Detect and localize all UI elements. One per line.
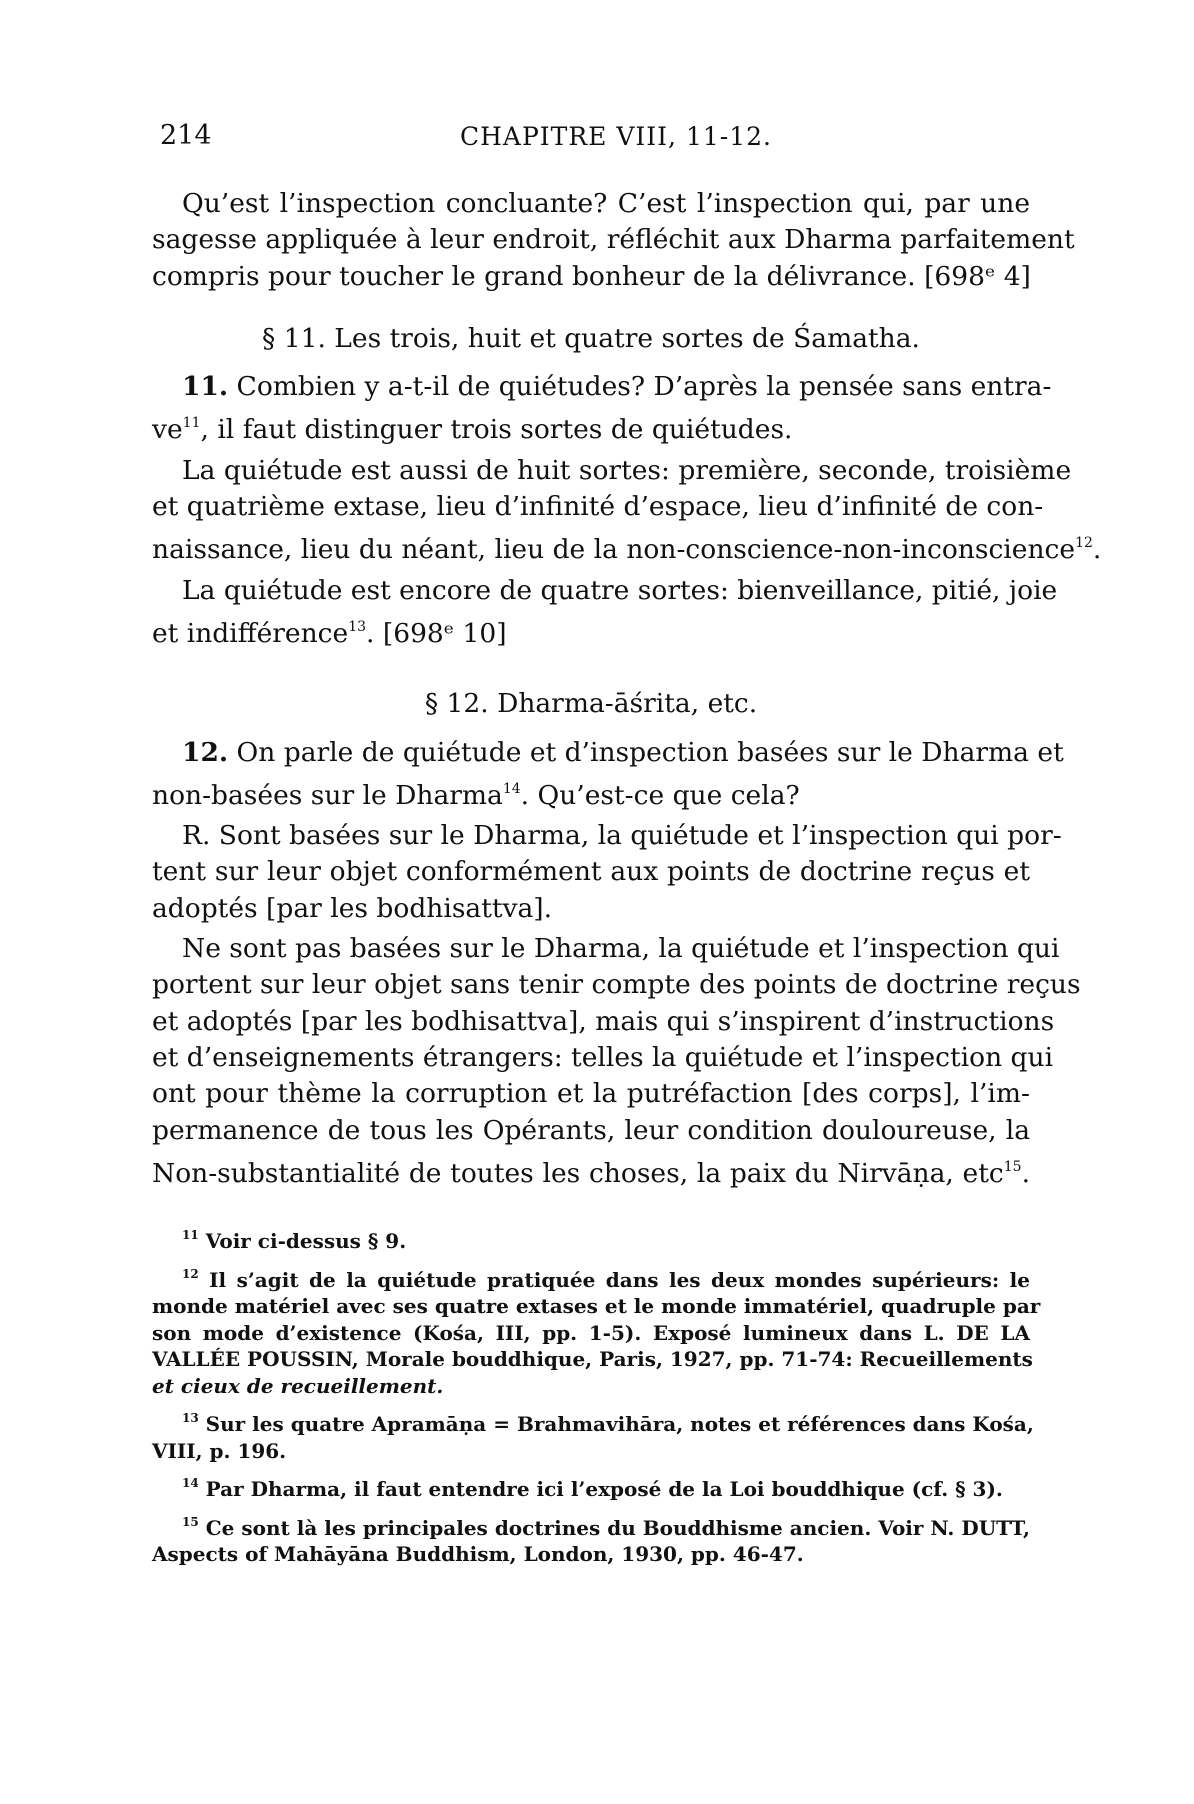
footnote-14 xyxy=(152,1470,1030,1503)
footnote-line: son mode d’existence (Kośa, III, pp. 1-5). Exposé lumineux dans L. DE LA xyxy=(152,1320,1030,1345)
text-line: La quiétude est aussi de huit sortes: première, seconde, troisième xyxy=(182,454,1072,486)
text-line: tent sur leur objet conformément aux points de doctrine reçus et xyxy=(152,856,1030,888)
text-line: R. Sont basées sur le Dharma, la quiétude et l’inspection qui por- xyxy=(182,820,1062,852)
text-line: compris pour toucher le grand bonheur de la délivrance. [698ᵉ 4] xyxy=(152,260,1031,292)
paragraph-12-3 xyxy=(152,931,1081,1192)
footnote-11 xyxy=(152,1222,1030,1255)
paragraph-11-3 xyxy=(152,573,1058,653)
text-line: Ne sont pas basées sur le Dharma, la quiétude et l’inspection qui xyxy=(182,933,1060,965)
page-header xyxy=(160,120,1060,160)
text-line xyxy=(152,405,1030,448)
paragraph-12-1 xyxy=(152,735,1064,815)
footnote-ref: 13 xyxy=(348,618,367,635)
footnote-number: 11 xyxy=(182,1228,199,1242)
text-span: non-basées sur le Dharma xyxy=(152,779,503,811)
footnote-line: VIII, p. 196. xyxy=(152,1438,287,1463)
footnote-line xyxy=(182,1470,1030,1503)
footnote-number: 14 xyxy=(182,1476,199,1490)
text-line: adoptés [par les bodhisattva]. xyxy=(152,892,553,924)
section-heading-11: § 11. Les trois, huit et quatre sortes de Śamatha. xyxy=(262,322,920,354)
footnote-13 xyxy=(152,1405,1034,1464)
text-span: . [698ᵉ 10] xyxy=(366,617,507,649)
paragraph-11-1 xyxy=(152,369,1052,449)
footnote-ref: 15 xyxy=(1003,1158,1022,1175)
text-span: Combien y a-t-il de quiétudes? D’après la pensée sans entra- xyxy=(236,371,1052,403)
paragraph-12-2 xyxy=(152,818,1062,927)
text-line: Qu’est l’inspection concluante? C’est l’inspection qui, par une xyxy=(182,188,1030,219)
footnote-number: 13 xyxy=(182,1411,199,1425)
main-text xyxy=(152,186,1102,1192)
text-line xyxy=(152,735,1064,771)
footnote-line: monde matériel avec ses quatre extases et le monde immatériel, quadruple par xyxy=(152,1294,1041,1318)
text-span: et indifférence xyxy=(152,617,349,649)
text-line xyxy=(152,525,1102,568)
text-line: permanence de tous les Opérants, leur condition douloureuse, la xyxy=(152,1114,1030,1146)
text-span: Par Dharma, il faut entendre ici l’exposé de la Loi bouddhique (cf. § 3). xyxy=(205,1477,1003,1501)
text-line xyxy=(152,1149,1030,1192)
text-span: . xyxy=(1021,1157,1030,1189)
text-span: Il s’agit de la quiétude pratiquée dans les deux mondes supérieurs: le xyxy=(209,1267,1030,1292)
footnote-line: Aspects of Mahāyāna Buddhism, London, 1930, pp. 46-47. xyxy=(152,1542,804,1566)
running-head: CHAPITRE VIII, 11-12. xyxy=(460,122,772,151)
text-line xyxy=(152,771,1030,814)
text-line: portent sur leur objet sans tenir compte des points de doctrine reçus xyxy=(152,969,1081,1001)
text-span: Ce sont là les principales doctrines du Bouddhisme ancien. Voir N. DUTT, xyxy=(205,1515,1030,1540)
paragraph-number: 11. xyxy=(182,371,229,403)
footnote-line xyxy=(152,1261,1030,1294)
text-span: Non-substantialité de toutes les choses, la paix du Nirvāṇa, etc xyxy=(152,1157,1004,1189)
footnote-ref: 11 xyxy=(182,415,201,432)
intro-paragraph xyxy=(152,186,1075,295)
page-number: 214 xyxy=(160,120,212,151)
footnote-ref: 12 xyxy=(1075,535,1093,552)
footnotes xyxy=(152,1222,1041,1574)
footnote-15 xyxy=(152,1509,1030,1568)
text-span: ve xyxy=(152,414,183,446)
text-line: et d’enseignements étrangers: telles la quiétude et l’inspection qui xyxy=(152,1041,1054,1073)
text-span: Sur les quatre Apramāṇa = Brahmavihāra, notes et références dans Kośa, xyxy=(205,1412,1034,1436)
text-span: Voir ci-dessus § 9. xyxy=(205,1229,407,1253)
footnote-line xyxy=(182,1222,1030,1255)
footnote-line: VALLÉE POUSSIN, Morale bouddhique, Paris, 1927, pp. 71-74: Recueillements xyxy=(152,1347,1033,1371)
footnote-line xyxy=(152,1509,1030,1542)
text-line xyxy=(152,609,1030,652)
text-line xyxy=(152,369,1052,405)
section-heading-12: § 12. Dharma-āśrita, etc. xyxy=(424,688,758,720)
footnote-ref: 14 xyxy=(502,780,521,797)
text-line: et adoptés [par les bodhisattva], mais qui s’inspirent d’instructions xyxy=(152,1005,1055,1037)
text-line: sagesse appliquée à leur endroit, réfléchit aux Dharma parfaitement xyxy=(152,224,1075,256)
footnote-number: 15 xyxy=(182,1514,199,1529)
text-span: . xyxy=(1092,534,1102,566)
footnote-line xyxy=(152,1405,1034,1438)
text-span: , il faut distinguer trois sortes de quiétudes. xyxy=(200,414,793,446)
text-span: On parle de quiétude et d’inspection basées sur le Dharma et xyxy=(236,736,1064,768)
text-line: ont pour thème la corruption et la putréfaction [des corps], l’im- xyxy=(152,1078,1030,1110)
footnote-number: 12 xyxy=(182,1266,199,1281)
paragraph-number: 12. xyxy=(182,736,229,768)
text-line: et quatrième extase, lieu d’infinité d’espace, lieu d’infinité de con- xyxy=(152,491,1044,523)
paragraph-11-2 xyxy=(152,453,1102,569)
footnote-line: et cieux de recueillement. xyxy=(152,1373,444,1398)
text-span: . Qu’est-ce que cela? xyxy=(520,779,800,811)
footnote-12 xyxy=(152,1261,1041,1400)
text-line: La quiétude est encore de quatre sortes: bienveillance, pitié, joie xyxy=(182,574,1058,606)
text-span: naissance, lieu du néant, lieu de la non-conscience-non-inconscience xyxy=(152,534,1076,566)
